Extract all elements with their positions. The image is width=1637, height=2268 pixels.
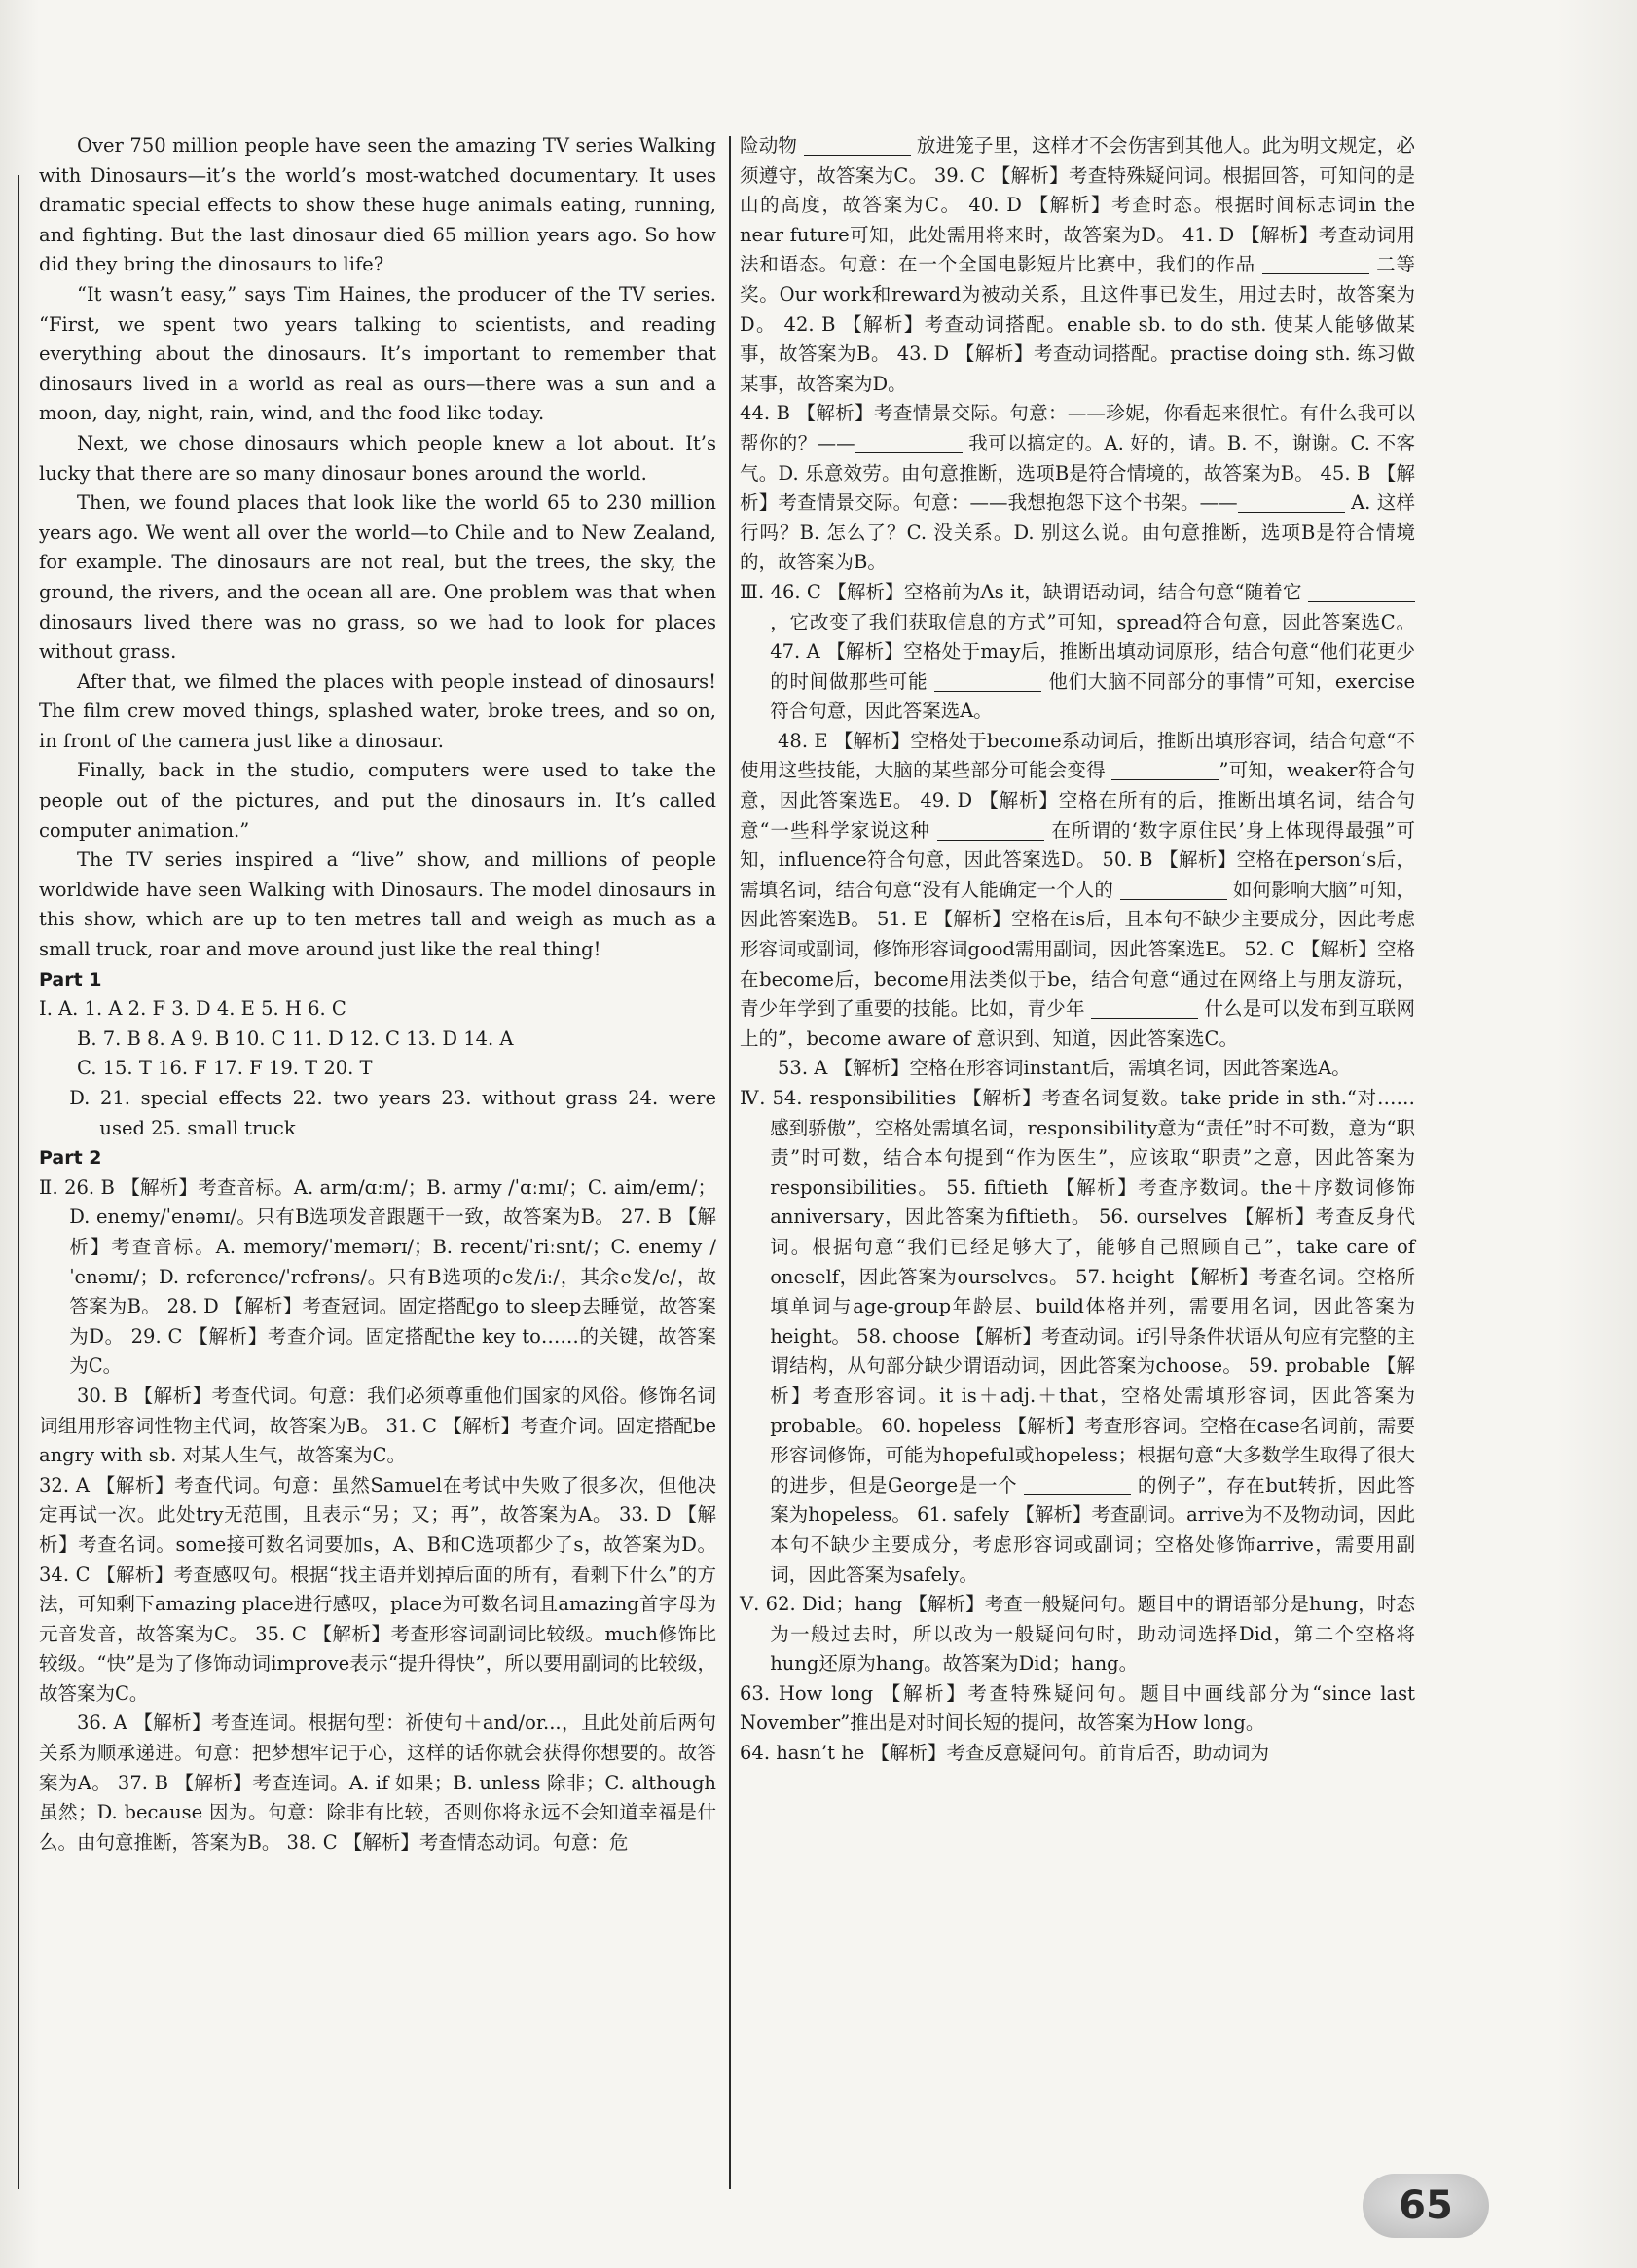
- left-margin-rule: [18, 175, 19, 2189]
- section-v: Ⅴ. 62. Did；hang 【解析】考查一般疑问句。题目中的谓语部分是hung，时态为一般过去时，所以改为一般疑问句时，助动词选择Did，第二个空格将hung还原为hang。故答案为Did；hang。: [740, 1593, 1415, 1675]
- answer-line: Ⅰ. A. 1. A 2. F 3. D 4. E 5. H 6. C: [39, 997, 346, 1021]
- explanation-paragraph: 48. E 【解析】空格处于become系动词后，推断出填形容词，结合句意“不使用这些技能，大脑的某些部分可能会变得 ”可知，weaker符合句意，因此答案选E。 49. D 【解析】空格在所有的后，推断出填名词，结合句意“一些科学家说这种 在所谓的‘数字原住民’身上体现得最强”可知，influence符合句意，因此答案选D。 50. B 【解析】空格在person’s后，需填名词，结合句意“没有人能确定一个人的 如何影响大脑”可知，因此答案选B。 51. E 【解析】空格在is后，且本句不缺少主要成分，因此考虑形容词或副词，修饰形容词good需用副词，因此答案选E。 52. C 【解析】空格在become后，become用法类似于be，结合句意“通过在网络上与朋友游玩，青少年学到了重要的技能。比如，青少年 什么是可以发布到互联网上的”，become aware of 意识到、知道，因此答案选C。: [740, 729, 1415, 1050]
- left-column: [39, 131, 716, 1857]
- explanation-paragraph: Ⅱ. 26. B 【解析】考查音标。A. arm/ɑːm/；B. army /ˈɑːmɪ/；C. aim/eɪm/；D. enemy/ˈenəmɪ/。只有B选项发音跟题干一致，故答案为B。 27. B 【解析】考查音标。A. memory/ˈmemərɪ/；B. recent/ˈriːsnt/；C. enemy /ˈenəmɪ/；D. reference/ˈrefrəns/。只有B选项的e发/iː/，其余e发/e/，故答案为B。 28. D 【解析】考查冠词。固定搭配go to sleep去睡觉，故答案为D。 29. C 【解析】考查介词。固定搭配the key to……的关键，故答案为C。: [39, 1175, 716, 1378]
- passage-paragraph: Then, we found places that look like the world 65 to 230 million years ago. We went all over the world—to Chile and to New Zealand, for example. The dinosaurs are not real, but the trees, the sky, the ground, the rivers, and the ocean all are. One problem was that when dinosaurs lived there was no grass, so we had to look for places without grass.: [39, 491, 716, 664]
- right-column: [740, 131, 1415, 1769]
- answer-blank: [1238, 493, 1345, 514]
- answer-blank: [1111, 761, 1219, 781]
- explanation-paragraph: 32. A 【解析】考查代词。句意：虽然Samuel在考试中失败了很多次，但他决定再试一次。此处try无范围，且表示“另；又；再”，故答案为A。 33. D 【解析】考查名词。some接可数名词要加s，A、B和C选项都少了s，故答案为D。 34. C 【解析】考查感叹句。根据“找主语并划掉后面的所有，看剩下什么”的方法，可知剩下amazing place进行感叹，place为可数名词且amazing首字母为元音发音，故答案为C。 35. C 【解析】考查形容词副词比较级。much修饰比较级。“快”是为了修饰动词improve表示“提升得快”，所以要用副词的比较级，故答案为C。: [39, 1473, 716, 1705]
- answer-blank: [1091, 999, 1198, 1020]
- passage-paragraph: Finally, back in the studio, computers were used to take the people out of the pictures, and put the dinosaurs in. It’s called computer animation.”: [39, 759, 716, 842]
- passage-paragraph: Next, we chose dinosaurs which people knew a lot about. It’s lucky that there are so many dinosaur bones around the world.: [39, 431, 716, 485]
- explanation-paragraph: 53. A 【解析】空格在形容词instant后，需填名词，因此答案选A。: [778, 1057, 1351, 1080]
- explanation-paragraph: 30. B 【解析】考查代词。句意：我们必须尊重他们国家的风俗。修饰名词词组用形容词性物主代词，故答案为B。 31. C 【解析】考查介词。固定搭配be angry with sb. 对某人生气，故答案为C。: [39, 1384, 716, 1467]
- passage-paragraph: The TV series inspired a “live” show, and millions of people worldwide have seen Walking with Dinosaurs. The model dinosaurs in this show, which are up to ten metres tall and weigh as much as a small truck, roar and move around just like the real thing!: [39, 848, 716, 961]
- passage-paragraph: Over 750 million people have seen the amazing TV series Walking with Dinosaurs—it’s the world’s most-watched documentary. It uses dramatic special effects to show these huge animals eating, running, and fighting. But the last dinosaur died 65 million years ago. So how did they bring the dinosaurs to life?: [39, 134, 716, 276]
- explanation-paragraph: 36. A 【解析】考查连词。根据句型：祈使句＋and/or...，且此处前后两句关系为顺承递进。句意：把梦想牢记于心，这样的话你就会获得你想要的。故答案为A。 37. B 【解析】考查连词。A. if 如果；B. unless 除非；C. although 虽然；D. because 因为。句意：除非有比较，否则你将永远不会知道幸福是什么。由句意推断，答案为B。 38. C 【解析】考查情态动词。句意：危: [39, 1711, 716, 1854]
- passage-paragraph: “It wasn’t easy,” says Tim Haines, the producer of the TV series. “First, we spent two years talking to scientists, and reading everything about the dinosaurs. It’s important to remember that dinosaurs lived in a world as real as ours—there was a sun and a moon, day, night, rain, wind, and the food like today.: [39, 282, 716, 425]
- part2-heading: Part 2: [39, 1147, 102, 1170]
- answer-blank: [855, 433, 963, 453]
- part1-heading: Part 1: [39, 968, 102, 990]
- explanation-paragraph: 44. B 【解析】考查情景交际。句意：——珍妮，你看起来很忙。有什么我可以帮你的？—— 我可以搞定的。A. 好的，请。B. 不，谢谢。C. 不客气。D. 乐意效劳。由句意推断，选项B是符合情境的，故答案为B。 45. B 【解析】考查情景交际。句意：——我想抱怨下这个书架。—— A. 这样行吗？B. 怎么了？C. 没关系。D. 别这么说。由句意推断，选项B是符合情境的，故答案为B。: [740, 402, 1415, 574]
- answer-line: B. 7. B 8. A 9. B 10. C 11. D 12. C 13. D 14. A: [77, 1026, 514, 1050]
- answer-blank: [937, 820, 1044, 841]
- explanation-paragraph: 险动物 放进笼子里，这样才不会伤害到其他人。此为明文规定，必须遵守，故答案为C。 39. C 【解析】考查特殊疑问词。根据回答，可知问的是山的高度，故答案为C。 40. D 【解析】考查时态。根据时间标志词in the near future可知，此处需用将来时，故答案为D。 41. D 【解析】考查动词用法和语态。句意：在一个全国电影短片比赛中，我们的作品 二等奖。Our work和reward为被动关系，且这件事已发生，用过去时，故答案为D。 42. B 【解析】考查动词搭配。enable sb. to do sth. 使某人能够做某事，故答案为B。 43. D 【解析】考查动词搭配。practise doing sth. 练习做某事，故答案为D。: [740, 134, 1415, 395]
- explanation-paragraph: 64. hasn’t he 【解析】考查反意疑问句。前肯后否，助动词为: [740, 1742, 1269, 1765]
- column-divider: [729, 136, 731, 2189]
- page-number-badge: [1363, 2174, 1489, 2238]
- section-iv: Ⅳ. 54. responsibilities 【解析】考查名词复数。take pride in sth.“对……感到骄傲”，空格处需填名词，responsibility意为“责任”时不可数，意为“职责”时可数，结合本句提到“作为医生”，应该取“职责”之意，因此答案为responsibilities。 55. fiftieth 【解析】考查序数词。the＋序数词修饰anniversary，因此答案为fiftieth。 56. ourselves 【解析】考查反身代词。根据句意“我们已经足够大了，能够自己照顾自己”，take care of oneself，因此答案为ourselves。 57. height 【解析】考查名词。空格所填单词与age-group年龄层、build体格并列，需要用名词，因此答案为height。 58. choose 【解析】考查动词。if引导条件状语从句应有完整的主谓结构，从句部分缺少谓语动词，因此答案为choose。 59. probable 【解析】考查形容词。it is＋adj.＋that，空格处需填形容词，因此答案为probable。 60. hopeless 【解析】考查形容词。空格在case名词前，需要形容词修饰，可能为hopeful或hopeless；根据句意“大多数学生取得了很大的进步，但是George是一个 的例子”，存在but转折，因此答案为hopeless。 61. safely 【解析】考查副词。arrive为不及物动词，因此本句不缺少主要成分，考虑形容词或副词；空格处修饰arrive，需要用副词，因此答案为safely。: [740, 1087, 1416, 1586]
- passage-paragraph: After that, we filmed the places with people instead of dinosaurs! The film crew moved things, splashed water, broke trees, and so on, in front of the camera just like a dinosaur.: [39, 669, 716, 752]
- answer-blank: [934, 671, 1041, 692]
- answer-line: C. 15. T 16. F 17. F 19. T 20. T: [77, 1057, 373, 1080]
- page-number: 65: [1399, 2183, 1453, 2228]
- answer-line: D. 21. special effects 22. two years 23. without grass 24. were used 25. small truck: [69, 1087, 716, 1139]
- answer-blank: [1262, 255, 1369, 275]
- explanation-paragraph: 63. How long 【解析】考查特殊疑问句。题目中画线部分为“since last November”推出是对时间长短的提问，故答案为How long。: [740, 1681, 1415, 1735]
- answer-blank: [1024, 1475, 1131, 1495]
- answer-blank: [1120, 880, 1227, 900]
- answer-blank: [804, 136, 911, 157]
- answer-blank: [1308, 582, 1415, 602]
- section-iii: Ⅲ. 46. C 【解析】空格前为As it，缺谓语动词，结合句意“随着它 ，它改变了我们获取信息的方式”可知，spread符合句意，因此答案选C。 47. A 【解析】空格处于may后，推断出填动词原形，结合句意“他们花更少的时间做那些可能 他们大脑不同部分的事情”可知，exercise符合句意，因此答案选A。: [740, 580, 1416, 723]
